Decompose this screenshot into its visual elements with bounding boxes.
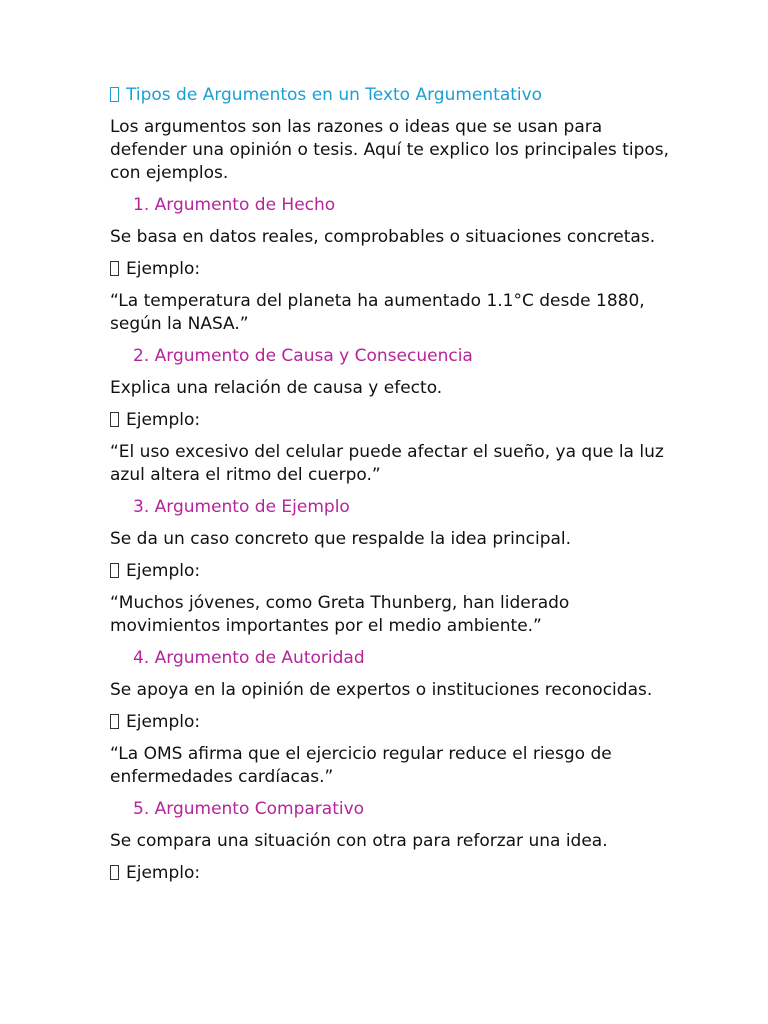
example-label: [110, 409, 670, 432]
missing-glyph-icon: [110, 261, 119, 276]
example-quote: “La OMS afirma que el ejercicio regular reduce el riesgo de enfermedades cardíacas.”: [110, 744, 612, 787]
section-description: Se da un caso concreto que respalde la idea principal.: [110, 529, 572, 549]
example-label-text: Ejemplo:: [126, 259, 201, 279]
example-quote: “Muchos jóvenes, como Greta Thunberg, han liderado movimientos importantes por el medio ambiente.”: [110, 593, 570, 636]
example-label: [110, 258, 670, 281]
section-heading: 4. Argumento de Autoridad: [133, 648, 365, 668]
example-quote: “La temperatura del planeta ha aumentado 1.1°C desde 1880, según la NASA.”: [110, 291, 645, 334]
section-heading: 5. Argumento Comparativo: [133, 799, 365, 819]
section-description: Se compara una situación con otra para reforzar una idea.: [110, 831, 608, 851]
document-title: [110, 84, 670, 107]
example-label-text: Ejemplo:: [126, 410, 201, 430]
section-description: Explica una relación de causa y efecto.: [110, 378, 443, 398]
document-page: [110, 84, 670, 894]
example-label: [110, 862, 670, 885]
example-label: [110, 560, 670, 583]
example-label: [110, 711, 670, 734]
missing-glyph-icon: [110, 412, 119, 427]
section-heading: 1. Argumento de Hecho: [133, 195, 336, 215]
example-label-text: Ejemplo:: [126, 863, 201, 883]
section-description: Se basa en datos reales, comprobables o situaciones concretas.: [110, 227, 656, 247]
section-description: Se apoya en la opinión de expertos o instituciones reconocidas.: [110, 680, 653, 700]
example-label-text: Ejemplo:: [126, 561, 201, 581]
section-heading: 2. Argumento de Causa y Consecuencia: [133, 346, 473, 366]
document-title-text: Tipos de Argumentos en un Texto Argumentativo: [126, 85, 543, 105]
example-label-text: Ejemplo:: [126, 712, 201, 732]
section-heading: 3. Argumento de Ejemplo: [133, 497, 350, 517]
missing-glyph-icon: [110, 865, 119, 880]
missing-glyph-icon: [110, 563, 119, 578]
intro-paragraph: Los argumentos son las razones o ideas que se usan para defender una opinión o tesis. Aquí te explico los principales tipos, con ejemplos.: [110, 117, 670, 183]
missing-glyph-icon: [110, 87, 119, 102]
example-quote: “El uso excesivo del celular puede afectar el sueño, ya que la luz azul altera el ritmo del cuerpo.”: [110, 442, 664, 485]
missing-glyph-icon: [110, 714, 119, 729]
